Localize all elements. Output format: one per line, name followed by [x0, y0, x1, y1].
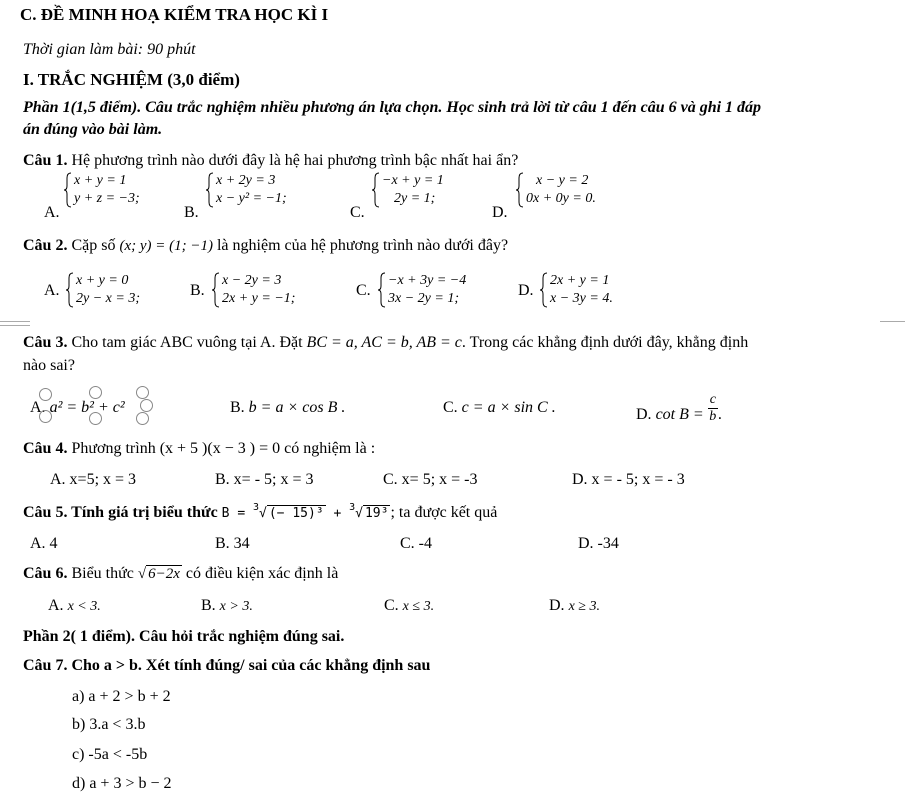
q1-stem [23, 152, 518, 170]
q3-option-b: B. b = a × cos B . [230, 399, 346, 416]
q5-option-c: C. -4 [400, 535, 432, 552]
q3-option-c: C. c = a × sin C . [443, 399, 556, 416]
q3-vars: BC = a, AC = b, AB = c [306, 334, 462, 351]
page-edge-right [880, 321, 905, 322]
q5-stem: Câu 5. Tính giá trị biểu thức B = $^3$√ (− 15)³ + $^3$√ 19³ ; ta được kết quả [23, 502, 498, 521]
q2-pair: (x; y) = (1; −1) [119, 238, 213, 254]
brace-icon [212, 272, 220, 308]
q4-option-c: C. x= 5; x = -3 [383, 471, 478, 488]
q6-option-d: D. x ≥ 3. [549, 597, 600, 614]
q2-stem: Câu 2. Cặp số (x; y) = (1; −1) là nghiệm của hệ phương trình nào dưới đây? [23, 237, 509, 254]
q6-option-c: C. x ≤ 3. [384, 597, 435, 614]
brace-icon [378, 272, 386, 308]
q4-option-b: B. x= - 5; x = 3 [215, 471, 314, 488]
q7-item-c: c) -5a < -5b [72, 746, 148, 763]
brace-icon [516, 172, 524, 208]
part1-heading-cont: án đúng vào bài làm. [23, 121, 163, 138]
page-edge-left [0, 321, 30, 322]
q1-text: Hệ phương trình nào dưới đây là hệ hai phương trình bậc nhất hai ẩn? [71, 152, 519, 169]
part2-heading: Phần 2( 1 điểm). Câu hỏi trắc nghiệm đúng sai. [23, 628, 345, 645]
q3-option-a: A. a² = b² + c² [30, 399, 125, 416]
q4-option-d: D. x = - 5; x = - 3 [572, 471, 685, 488]
brace-icon [372, 172, 380, 208]
q7-item-d: d) a + 3 > b − 2 [72, 775, 172, 792]
q6-option-a: A. x < 3. [48, 597, 101, 614]
q5-expression: B = $^3$√ (− 15)³ + $^3$√ 19³ [221, 502, 389, 521]
q4-stem: Câu 4. Phương trình (x + 5 )(x − 3 ) = 0 có nghiệm là : [23, 440, 376, 457]
ole-circle-icon [39, 410, 52, 423]
q4-option-a: A. x=5; x = 3 [50, 471, 137, 488]
time-limit: Thời gian làm bài: 90 phút [23, 41, 196, 58]
ole-circle-icon [136, 412, 149, 425]
fraction: $\frac{c}{b}$ [709, 392, 717, 424]
ole-circle-icon [140, 399, 153, 412]
q5-option-a: A. 4 [30, 535, 58, 552]
q7-stem: Câu 7. Cho a > b. Xét tính đúng/ sai của các khẳng định sau [23, 657, 431, 674]
q3-stem-cont: nào sai? [23, 357, 75, 374]
q5-option-b: B. 34 [215, 535, 250, 552]
page-edge-left-2 [0, 325, 30, 326]
q6-stem: Câu 6. Biểu thức √ 6−2x có điều kiện xác định là [23, 565, 339, 582]
brace-icon [540, 272, 548, 308]
q3-option-d: D. cot B = $\frac{c}{b}$ . [636, 392, 722, 424]
q1-label: Câu 1. [23, 152, 68, 169]
q6-option-b: B. x > 3. [201, 597, 253, 614]
ole-circle-icon [89, 386, 102, 399]
part1-heading: Phần 1(1,5 điểm). Câu trắc nghiệm nhiều phương án lựa chọn. Học sinh trả lời từ câu 1 đến câu 6 và ghi 1 đáp [23, 99, 762, 116]
brace-icon [66, 272, 74, 308]
q3-stem: Câu 3. Cho tam giác ABC vuông tại A. Đặt BC = a, AC = b, AB = c. Trong các khẳng định dưới đây, khẳng định [23, 334, 749, 351]
q5-option-d: D. -34 [578, 535, 619, 552]
brace-icon [64, 172, 72, 208]
q6-sqrt: √ 6−2x [137, 566, 180, 582]
doc-title: C. ĐỀ MINH HOẠ KIỂM TRA HỌC KÌ I [20, 5, 329, 24]
ole-circle-icon [89, 412, 102, 425]
ole-circle-icon [39, 388, 52, 401]
ole-circle-icon [136, 386, 149, 399]
brace-icon [206, 172, 214, 208]
q7-item-b: b) 3.a < 3.b [72, 716, 146, 733]
section1-title: I. TRẮC NGHIỆM (3,0 điểm) [23, 70, 240, 89]
q7-item-a: a) a + 2 > b + 2 [72, 688, 171, 705]
